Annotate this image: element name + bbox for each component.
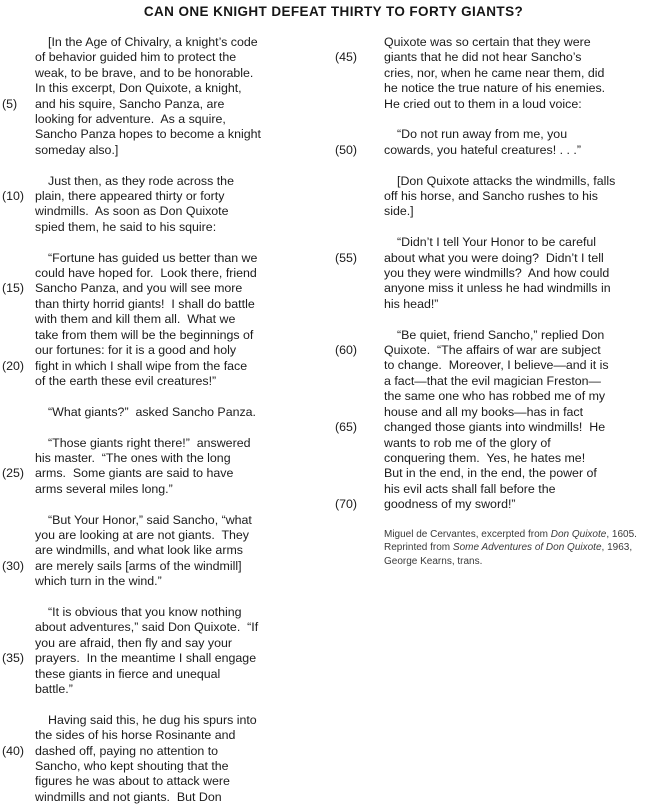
passage-line (335, 436, 665, 451)
line-number (2, 759, 35, 774)
passage-line (335, 420, 665, 435)
line-number (335, 66, 384, 81)
passage-line (2, 667, 335, 682)
line-text: he notice the true nature of his enemies. (384, 81, 606, 96)
line-text: are merely sails [arms of the windmill] (35, 558, 242, 573)
line-text: about what you were doing? Didn’t I tell (384, 250, 604, 265)
line-number (335, 466, 384, 481)
line-number (2, 636, 35, 651)
line-number (2, 266, 35, 281)
line-text: arms several miles long.” (35, 481, 173, 496)
line-text: his head!” (384, 296, 439, 311)
line-number (2, 35, 35, 50)
passage-paragraph (335, 174, 665, 220)
line-number (335, 405, 384, 420)
line-text: “It is obvious that you know nothing (48, 604, 242, 619)
line-text: plain, there appeared thirty or forty (35, 189, 225, 204)
line-number (335, 204, 384, 219)
passage-line (335, 497, 665, 512)
line-number (2, 620, 35, 635)
line-number (2, 713, 35, 728)
passage-paragraph (2, 513, 335, 590)
line-number: (55) (335, 250, 358, 265)
passage-line (2, 620, 335, 635)
passage-line (2, 297, 335, 312)
line-number (2, 312, 35, 327)
line-text: windmills. As soon as Don Quixote (35, 204, 229, 219)
line-text: someday also.] (35, 142, 119, 157)
passage-line (2, 405, 335, 420)
line-text: “Those giants right there!” answered (48, 435, 251, 450)
line-text: the sides of his horse Rosinante and (35, 728, 236, 743)
citation-work-title: Don Quixote (550, 528, 607, 540)
passage-line (335, 143, 665, 158)
passage-paragraph (2, 605, 335, 697)
line-number: (30) (2, 558, 25, 573)
passage-line (335, 343, 665, 358)
line-text: about adventures,” said Don Quixote. “If (35, 620, 259, 635)
line-text: figures he was about to attack were (35, 774, 230, 789)
line-text: house and all my books—has in fact (384, 404, 584, 419)
passage-paragraph (335, 235, 665, 312)
passage-line (2, 66, 335, 81)
line-number (2, 50, 35, 65)
passage-line (335, 174, 665, 189)
line-number (2, 574, 35, 589)
passage-line (2, 343, 335, 358)
line-number (335, 436, 384, 451)
line-number (335, 281, 384, 296)
line-number (2, 81, 35, 96)
line-text: could have hoped for. Look there, friend (35, 266, 257, 281)
citation-text: Reprinted from (384, 542, 453, 554)
line-number: (65) (335, 420, 358, 435)
passage-line (2, 482, 335, 497)
line-text: his master. “The ones with the long (35, 450, 231, 465)
line-text: giants that he did not hear Sancho’s (384, 50, 582, 65)
line-text: which turn in the wind.” (35, 574, 162, 589)
line-number (335, 389, 384, 404)
line-text: with them and kill them all. What we (35, 312, 236, 327)
left-column (0, 35, 335, 812)
passage-line (2, 728, 335, 743)
line-text: Quixote was so certain that they were (384, 35, 591, 49)
line-number: (10) (2, 189, 25, 204)
line-text: Sancho, who kept shouting that the (35, 758, 229, 773)
passage-paragraph (2, 436, 335, 498)
passage-line (2, 189, 335, 204)
line-number (2, 790, 35, 805)
line-number (335, 174, 384, 189)
passage-line (2, 682, 335, 697)
line-text: “Do not run away from me, you (397, 127, 568, 142)
passage-line (335, 127, 665, 142)
passage-line (2, 574, 335, 589)
line-text: you are afraid, then fly and say your (35, 635, 232, 650)
citation-line (384, 555, 665, 569)
line-text: fight in which I shall wipe from the face (35, 358, 248, 373)
line-text: Just then, as they rode across the (48, 173, 234, 188)
line-text: side.] (384, 204, 414, 219)
line-number: (15) (2, 281, 25, 296)
passage-line (2, 127, 335, 142)
line-number (2, 482, 35, 497)
passage-line (335, 297, 665, 312)
line-text: a fact—that the evil magician Freston— (384, 373, 601, 388)
line-text: of the earth these evil creatures!” (35, 373, 217, 388)
line-text: Sancho Panza, and you will see more (35, 281, 243, 296)
line-text: take from them will be the beginnings of (35, 327, 254, 342)
passage-line (335, 204, 665, 219)
passage-line (2, 220, 335, 235)
passage-line (2, 374, 335, 389)
passage-line (335, 374, 665, 389)
line-text: spied them, he said to his squire: (35, 219, 217, 234)
line-number (2, 528, 35, 543)
passage-line (2, 466, 335, 481)
line-number (335, 189, 384, 204)
line-text: [In the Age of Chivalry, a knight’s code (48, 35, 258, 49)
line-number (335, 266, 384, 281)
passage-line (335, 281, 665, 296)
line-text: He cried out to them in a loud voice: (384, 96, 582, 111)
right-column-paragraphs (335, 35, 665, 513)
line-text: “What giants?” asked Sancho Panza. (48, 404, 257, 419)
citation-work-title: Some Adventures of Don Quixote (452, 542, 602, 554)
passage-line (2, 543, 335, 558)
passage-line (2, 636, 335, 651)
line-number (2, 66, 35, 81)
citation-text: George Kearns, trans. (384, 555, 483, 567)
passage-line (2, 436, 335, 451)
passage-columns (0, 35, 667, 812)
line-number: (20) (2, 358, 25, 373)
passage-line (335, 97, 665, 112)
line-number (2, 667, 35, 682)
line-text: weak, to be brave, and to be honorable. (35, 65, 254, 80)
line-text: battle.” (35, 681, 73, 696)
passage-line (2, 744, 335, 759)
passage-line (335, 405, 665, 420)
line-number: (50) (335, 142, 358, 157)
passage-line (335, 482, 665, 497)
passage-line (2, 112, 335, 127)
line-number (2, 436, 35, 451)
passage-paragraph (2, 251, 335, 390)
line-number (2, 405, 35, 420)
passage-line (335, 81, 665, 96)
line-text: these giants in fierce and unequal (35, 666, 221, 681)
line-text: cries, nor, when he came near them, did (384, 65, 605, 80)
line-number (335, 328, 384, 343)
citation-text: Miguel de Cervantes, excerpted from (384, 528, 551, 540)
passage-line (2, 528, 335, 543)
line-number: (35) (2, 651, 25, 666)
line-number (2, 774, 35, 789)
passage-paragraph (2, 174, 335, 236)
line-text: than thirty horrid giants! I shall do battle (35, 296, 255, 311)
passage-line (2, 774, 335, 789)
passage-paragraph (335, 35, 665, 112)
line-text: his evil acts shall fall before the (384, 481, 556, 496)
line-number (2, 374, 35, 389)
passage-line (2, 312, 335, 327)
citation-text: , 1605. (606, 528, 637, 540)
passage-line (335, 328, 665, 343)
line-number: (40) (2, 743, 25, 758)
line-text: Quixote. “The affairs of war are subject (384, 343, 601, 358)
line-text: to change. Moreover, I believe—and it is (384, 358, 609, 373)
passage-line (2, 174, 335, 189)
line-text: wants to rob me of the glory of (384, 435, 551, 450)
passage-line (2, 50, 335, 65)
line-number (335, 35, 384, 50)
line-number (335, 81, 384, 96)
passage-line (335, 451, 665, 466)
line-number (2, 112, 35, 127)
line-text: looking for adventure. As a squire, (35, 112, 226, 127)
line-text: In this excerpt, Don Quixote, a knight, (35, 81, 242, 96)
line-number (2, 543, 35, 558)
passage-line (2, 81, 335, 96)
citation-text: , 1963, (601, 542, 633, 554)
right-column (335, 35, 665, 568)
line-number (335, 358, 384, 373)
passage-line (2, 790, 335, 805)
line-text: Having said this, he dug his spurs into (48, 712, 257, 727)
line-text: you are looking at are not giants. They (35, 527, 249, 542)
passage-line (335, 251, 665, 266)
line-text: prayers. In the meantime I shall engage (35, 651, 257, 666)
passage-paragraph (2, 35, 335, 158)
line-number (335, 451, 384, 466)
passage-paragraph (335, 127, 665, 158)
line-text: But in the end, in the end, the power of (384, 466, 597, 481)
passage-line (2, 266, 335, 281)
line-number (335, 127, 384, 142)
line-text: “Didn’t I tell Your Honor to be careful (397, 235, 597, 250)
passage-line (335, 35, 665, 50)
passage-line (2, 513, 335, 528)
line-text: you they were windmills? And how could (384, 266, 610, 281)
passage-line (2, 713, 335, 728)
line-number (2, 204, 35, 219)
line-number (2, 220, 35, 235)
passage-paragraph (2, 405, 335, 420)
line-text: of behavior guided him to protect the (35, 50, 237, 65)
passage-line (2, 204, 335, 219)
line-text: our fortunes: for it is a good and holy (35, 343, 237, 358)
line-number: (25) (2, 466, 25, 481)
passage-line (335, 266, 665, 281)
passage-line (335, 66, 665, 81)
line-text: “But Your Honor,” said Sancho, “what (48, 512, 252, 527)
line-text: conquering them. Yes, he hates me! (384, 450, 586, 465)
line-number (335, 97, 384, 112)
line-number: (60) (335, 343, 358, 358)
line-number: (45) (335, 50, 358, 65)
passage-line (2, 143, 335, 158)
passage-paragraph (335, 328, 665, 513)
line-number: (5) (2, 96, 18, 111)
left-column-paragraphs (2, 35, 335, 805)
passage-line (2, 759, 335, 774)
line-number (2, 127, 35, 142)
line-text: arms. Some giants are said to have (35, 466, 234, 481)
line-text: changed those giants into windmills! He (384, 420, 606, 435)
passage-line (2, 35, 335, 50)
line-text: Sancho Panza hopes to become a knight (35, 127, 261, 142)
passage-line (2, 651, 335, 666)
line-number (2, 251, 35, 266)
passage-line (2, 605, 335, 620)
passage-line (2, 328, 335, 343)
line-text: anyone miss it unless he had windmills in (384, 281, 611, 296)
passage-line (2, 97, 335, 112)
passage-line (335, 466, 665, 481)
line-number (2, 143, 35, 158)
passage-title: CAN ONE KNIGHT DEFEAT THIRTY TO FORTY GIANTS? (143, 4, 524, 19)
citation-line (384, 528, 665, 542)
passage-line (335, 389, 665, 404)
passage-line (2, 451, 335, 466)
line-number (335, 482, 384, 497)
line-number (335, 374, 384, 389)
line-number (2, 174, 35, 189)
line-number: (70) (335, 497, 358, 512)
line-number (2, 328, 35, 343)
line-text: dashed off, paying no attention to (35, 743, 219, 758)
line-number (2, 728, 35, 743)
line-text: the same one who has robbed me of my (384, 389, 606, 404)
passage-line (2, 281, 335, 296)
line-number (2, 451, 35, 466)
line-number (2, 297, 35, 312)
passage-line (335, 358, 665, 373)
citation (384, 528, 665, 569)
line-text: “Fortune has guided us better than we (48, 250, 258, 265)
passage-line (335, 235, 665, 250)
line-number (335, 297, 384, 312)
line-text: cowards, you hateful creatures! . . .” (384, 142, 581, 157)
line-number (2, 682, 35, 697)
passage-line (335, 189, 665, 204)
line-text: and his squire, Sancho Panza, are (35, 96, 225, 111)
passage-line (2, 251, 335, 266)
line-text: [Don Quixote attacks the windmills, falls (397, 173, 616, 188)
passage-line (335, 50, 665, 65)
line-number (335, 235, 384, 250)
passage-paragraph (2, 713, 335, 805)
citation-line (384, 541, 665, 555)
line-text: windmills and not giants. But Don (35, 789, 222, 804)
line-text: “Be quiet, friend Sancho,” replied Don (397, 327, 605, 342)
line-text: off his horse, and Sancho rushes to his (384, 189, 598, 204)
passage-line (2, 359, 335, 374)
line-number (2, 513, 35, 528)
line-text: are windmills, and what look like arms (35, 543, 243, 558)
line-text: goodness of my sword!” (384, 497, 516, 512)
line-number (2, 605, 35, 620)
line-number (2, 343, 35, 358)
passage-line (2, 559, 335, 574)
